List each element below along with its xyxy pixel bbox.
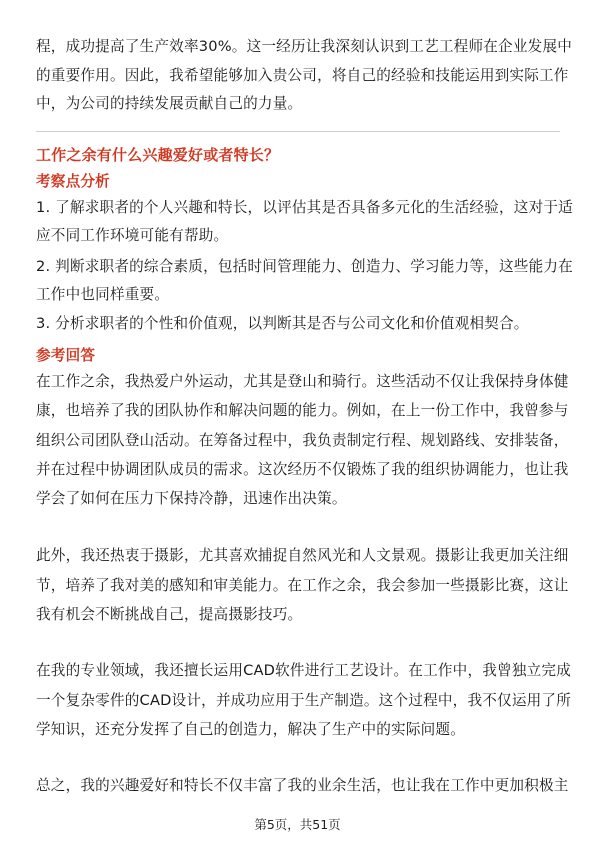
- analysis-line: 2. 判断求职者的综合素质，包括时间管理能力、创造力、学习能力等，这些能力在: [36, 258, 573, 275]
- analysis-heading: 考察点分析: [36, 173, 110, 190]
- answer-line: 我有机会不断挑战自己，提高摄影技巧。: [36, 606, 303, 623]
- question-heading: 工作之余有什么兴趣爱好或者特长？: [36, 146, 280, 164]
- answer-line: 总之，我的兴趣爱好和特长不仅丰富了我的业余生活，也让我在工作中更加积极主: [36, 777, 569, 794]
- page-number: 第5页，共51页: [254, 817, 341, 832]
- answer-line: 学会了如何在压力下保持冷静，迅速作出决策。: [36, 490, 347, 507]
- answer-line: 并在过程中协调团队成员的需求。这次经历不仅锻炼了我的组织协调能力，也让我: [36, 461, 569, 478]
- answer-line: 此外，我还热衷于摄影，尤其喜欢捕捉自然风光和人文景观。摄影让我更加关注细: [36, 547, 569, 564]
- answer-line: 组织公司团队登山活动。在筹备过程中，我负责制定行程、规划路线、安排装备，: [36, 432, 569, 449]
- analysis-line: 工作中也同样重要。: [36, 286, 170, 303]
- answer-line: 康，也培养了我的团队协作和解决问题的能力。例如，在上一份工作中，我曾参与: [36, 402, 569, 419]
- intro-line: 程，成功提高了生产效率30%。这一经历让我深刻认识到工艺工程师在企业发展中: [36, 38, 573, 55]
- analysis-line: 1. 了解求职者的个人兴趣和特长，以评估其是否具备多元化的生活经验，这对于适: [36, 199, 573, 216]
- analysis-line: 3. 分析求职者的个性和价值观，以判断其是否与公司文化和价值观相契合。: [36, 315, 529, 332]
- answer-line: 在我的专业领域，我还擅长运用CAD软件进行工艺设计。在工作中，我曾独立完成: [36, 662, 572, 679]
- answer-line: 学知识，还充分发挥了自己的创造力，解决了生产中的实际问题。: [36, 721, 466, 738]
- divider: [36, 131, 560, 132]
- answer-line: 节，培养了我对美的感知和审美能力。在工作之余，我会参加一些摄影比赛，这让: [36, 577, 569, 594]
- analysis-line: 应不同工作环境可能有帮助。: [36, 227, 229, 244]
- intro-line: 中，为公司的持续发展贡献自己的力量。: [36, 95, 303, 112]
- answer-line: 一个复杂零件的CAD设计，并成功应用于生产制造。这个过程中，我不仅运用了所: [36, 692, 572, 709]
- intro-line: 的重要作用。因此，我希望能够加入贵公司，将自己的经验和技能运用到实际工作: [36, 67, 569, 84]
- answer-heading: 参考回答: [36, 347, 96, 364]
- answer-line: 在工作之余，我热爱户外运动，尤其是登山和骑行。这些活动不仅让我保持身体健: [36, 373, 569, 390]
